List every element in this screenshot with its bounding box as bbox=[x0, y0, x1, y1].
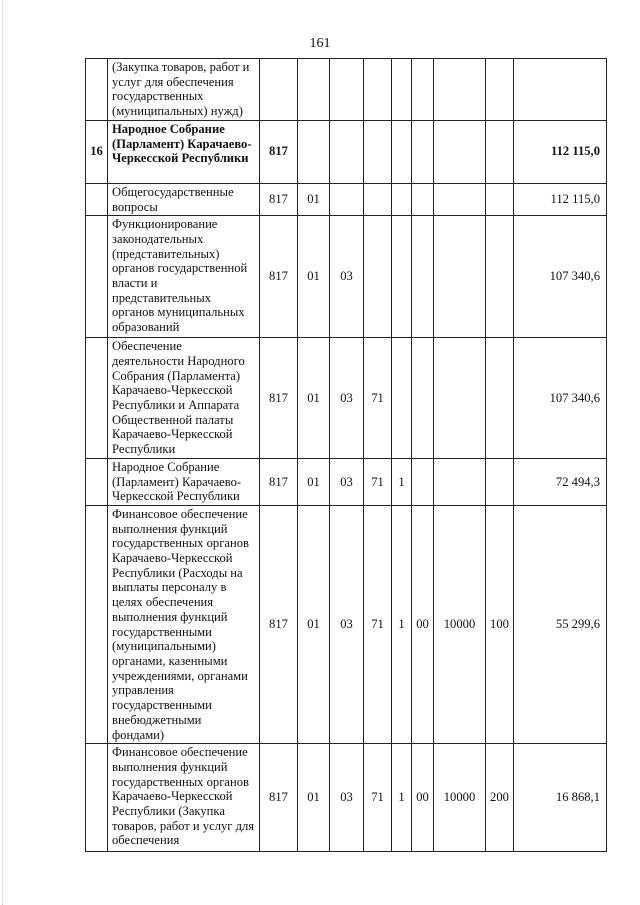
row-vr bbox=[486, 183, 514, 215]
row-prog bbox=[364, 216, 392, 338]
row-rz: 01 bbox=[298, 458, 330, 505]
row-pr bbox=[330, 120, 364, 183]
row-ved: 817 bbox=[260, 120, 298, 183]
table-row bbox=[86, 505, 607, 743]
row-ved: 817 bbox=[260, 505, 298, 743]
row-rz bbox=[298, 59, 330, 121]
row-name: (Закупка товаров, работ и услуг для обеспечения государственных (муниципальных) нужд) bbox=[108, 59, 260, 121]
row-pr: 03 bbox=[330, 458, 364, 505]
row-rz bbox=[298, 120, 330, 183]
row-vr bbox=[486, 338, 514, 459]
row-number bbox=[86, 338, 108, 459]
row-vr bbox=[486, 216, 514, 338]
row-ved: 817 bbox=[260, 458, 298, 505]
row-number bbox=[86, 59, 108, 121]
row-pr bbox=[330, 183, 364, 215]
row-prog bbox=[364, 183, 392, 215]
row-sub: 1 bbox=[392, 458, 412, 505]
row-number bbox=[86, 505, 108, 743]
row-dir bbox=[412, 216, 434, 338]
row-rz: 01 bbox=[298, 183, 330, 215]
row-name: Финансовое обеспечение выполнения функций государственных органов Карачаево-Черкесской Республики (Расходы на выплаты персоналу в целях обеспечения выполнения функций государственными (муниципальными) органами, казенными учреждениями, органами управления государственными внебюджетными фондами) bbox=[108, 505, 260, 743]
table-row bbox=[86, 120, 607, 183]
row-dir: 00 bbox=[412, 744, 434, 852]
row-rz: 01 bbox=[298, 338, 330, 459]
budget-table bbox=[85, 58, 607, 852]
row-ved bbox=[260, 59, 298, 121]
row-name: Народное Собрание (Парламент) Карачаево-Черкесской Республики bbox=[108, 120, 260, 183]
row-name: Финансовое обеспечение выполнения функций государственных органов Карачаево-Черкесской Республики (Закупка товаров, работ и услуг для обеспечения bbox=[108, 744, 260, 852]
row-ved: 817 bbox=[260, 183, 298, 215]
row-dir bbox=[412, 338, 434, 459]
row-code: 10000 bbox=[434, 505, 486, 743]
row-code bbox=[434, 183, 486, 215]
scan-margin-line bbox=[2, 0, 3, 905]
row-number bbox=[86, 744, 108, 852]
table-row bbox=[86, 744, 607, 852]
table-row bbox=[86, 338, 607, 459]
row-code bbox=[434, 338, 486, 459]
row-sub bbox=[392, 338, 412, 459]
row-ved: 817 bbox=[260, 338, 298, 459]
row-dir: 00 bbox=[412, 505, 434, 743]
row-sum: 55 299,6 bbox=[514, 505, 607, 743]
row-sub: 1 bbox=[392, 744, 412, 852]
row-vr bbox=[486, 458, 514, 505]
row-name: Общегосударственные вопросы bbox=[108, 183, 260, 215]
row-code bbox=[434, 120, 486, 183]
table-row bbox=[86, 216, 607, 338]
row-sum: 107 340,6 bbox=[514, 338, 607, 459]
row-sum bbox=[514, 59, 607, 121]
row-dir bbox=[412, 59, 434, 121]
row-vr bbox=[486, 120, 514, 183]
row-sum: 112 115,0 bbox=[514, 120, 607, 183]
row-name: Народное Собрание (Парламент) Карачаево-Черкесской Республики bbox=[108, 458, 260, 505]
row-sub bbox=[392, 216, 412, 338]
row-number bbox=[86, 183, 108, 215]
row-prog: 71 bbox=[364, 458, 392, 505]
row-dir bbox=[412, 120, 434, 183]
row-prog bbox=[364, 59, 392, 121]
row-sub: 1 bbox=[392, 505, 412, 743]
row-pr: 03 bbox=[330, 216, 364, 338]
row-ved: 817 bbox=[260, 744, 298, 852]
row-pr: 03 bbox=[330, 505, 364, 743]
row-rz: 01 bbox=[298, 505, 330, 743]
row-prog: 71 bbox=[364, 505, 392, 743]
row-sum: 16 868,1 bbox=[514, 744, 607, 852]
table-row bbox=[86, 183, 607, 215]
row-sub bbox=[392, 59, 412, 121]
row-prog: 71 bbox=[364, 744, 392, 852]
row-dir bbox=[412, 458, 434, 505]
row-name: Функционирование законодательных (представительных) органов государственной власти и представительных органов муниципальных образований bbox=[108, 216, 260, 338]
row-prog bbox=[364, 120, 392, 183]
row-code bbox=[434, 458, 486, 505]
row-prog: 71 bbox=[364, 338, 392, 459]
row-ved: 817 bbox=[260, 216, 298, 338]
row-dir bbox=[412, 183, 434, 215]
row-number bbox=[86, 458, 108, 505]
row-sub bbox=[392, 120, 412, 183]
table-row bbox=[86, 59, 607, 121]
row-name: Обеспечение деятельности Народного Собрания (Парламента) Карачаево-Черкесской Республики и Аппарата Общественной палаты Карачаево-Черкесской Республики bbox=[108, 338, 260, 459]
row-rz: 01 bbox=[298, 216, 330, 338]
row-vr bbox=[486, 59, 514, 121]
row-vr: 200 bbox=[486, 744, 514, 852]
row-sum: 107 340,6 bbox=[514, 216, 607, 338]
row-pr: 03 bbox=[330, 744, 364, 852]
row-sum: 112 115,0 bbox=[514, 183, 607, 215]
row-pr bbox=[330, 59, 364, 121]
page-number: 161 bbox=[309, 36, 331, 51]
row-number: 16 bbox=[86, 120, 108, 183]
row-number bbox=[86, 216, 108, 338]
row-rz: 01 bbox=[298, 744, 330, 852]
row-code bbox=[434, 59, 486, 121]
row-sub bbox=[392, 183, 412, 215]
row-sum: 72 494,3 bbox=[514, 458, 607, 505]
row-code bbox=[434, 216, 486, 338]
row-code: 10000 bbox=[434, 744, 486, 852]
row-pr: 03 bbox=[330, 338, 364, 459]
row-vr: 100 bbox=[486, 505, 514, 743]
table-row bbox=[86, 458, 607, 505]
